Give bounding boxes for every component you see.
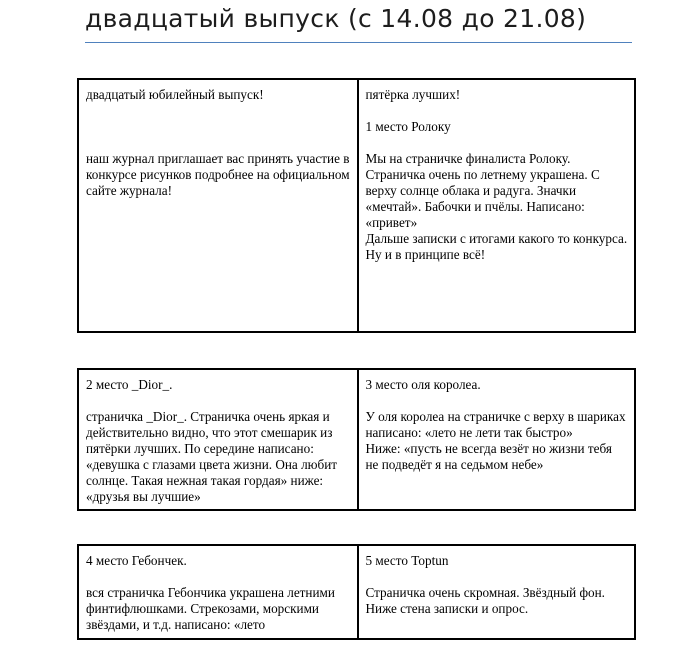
table-cell-place-3 xyxy=(357,370,635,509)
table-cell-anniversary xyxy=(79,80,357,331)
cell-body: страничка _Dior_. Страничка очень яркая и действительно видно, что этот смешарик из пятёрки лучших. По середине написано: «девушка с глазами цвета жизни. Она любит солнце. Такая нежная такая гордая» ниже: «друзья вы лучшие» xyxy=(86,409,338,504)
review-table-3 xyxy=(77,544,636,640)
cell-body: вся страничка Гебончика украшена летними финтифлюшками. Стрекозами, морскими звёздами, и т.д. написано: «лето xyxy=(86,585,335,632)
table-cell-top-five xyxy=(357,80,635,331)
title-underline xyxy=(85,42,632,43)
cell-body: Страничка очень скромная. Звёздный фон. Ниже стена записки и опрос. xyxy=(365,585,605,616)
table-cell-place-2 xyxy=(79,370,357,509)
review-table-2 xyxy=(77,368,636,511)
cell-subheading: 1 место Ролоку xyxy=(365,119,451,134)
table-cell-place-5 xyxy=(357,546,635,638)
cell-heading: пятёрка лучших! xyxy=(365,87,461,102)
cell-body: У оля королеа на страничке с верху в шариках написано: «лето не лети так быстро» Ниже: «пусть не всегда везёт но жизни тебя не подведёт я на седьмом небе» xyxy=(365,409,626,472)
review-table-1 xyxy=(77,78,636,333)
table-cell-place-4 xyxy=(79,546,357,638)
cell-body: наш журнал приглашает вас принять участие в конкурсе рисунков подробнее на официальном сайте журнала! xyxy=(86,151,350,198)
cell-heading: 4 место Гебончек. xyxy=(86,553,187,568)
cell-heading: двадцатый юбилейный выпуск! xyxy=(86,87,264,102)
cell-body: Мы на страничке финалиста Ролоку. Страничка очень по летнему украшена. С верху солнце облака и радуга. Значки «мечтай». Бабочки и пчёлы. Написано: «привет» Дальше записки с итогами какого то конкурса. Ну и в принципе всё! xyxy=(365,151,628,262)
cell-heading: 3 место оля королеа. xyxy=(365,377,481,392)
cell-heading: 2 место _Dior_. xyxy=(86,377,173,392)
cell-heading: 5 место Toptun xyxy=(365,553,449,568)
document-title: двадцатый выпуск (с 14.08 до 21.08) xyxy=(85,4,587,33)
